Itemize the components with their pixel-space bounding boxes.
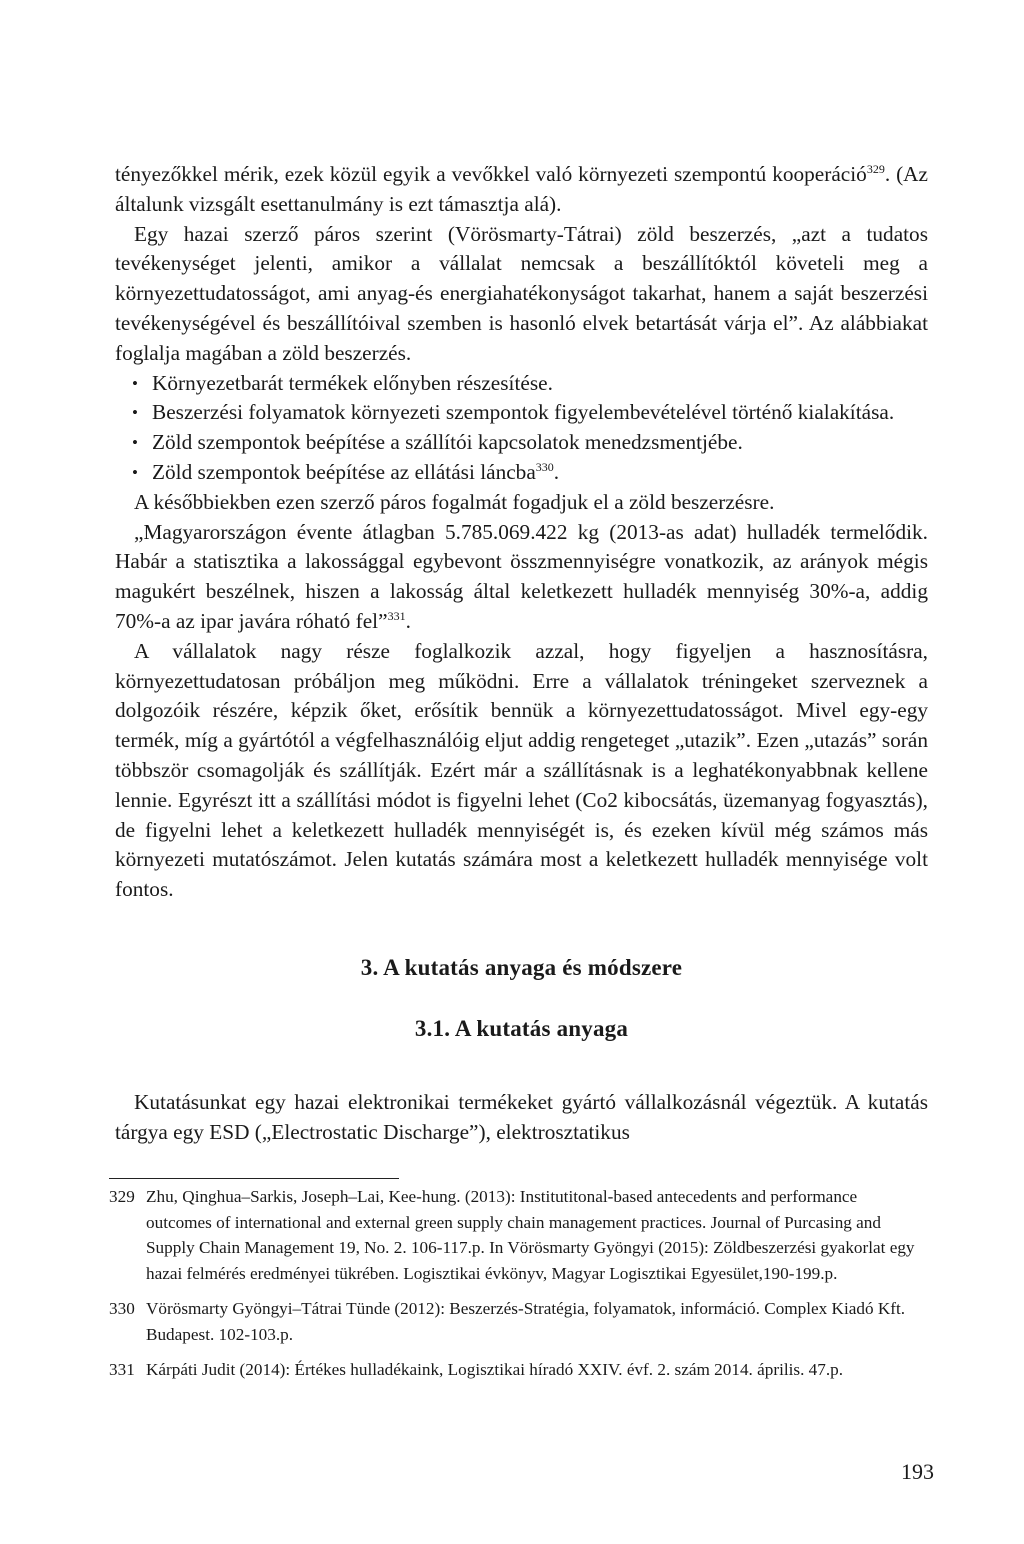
paragraph-4-end: . bbox=[405, 608, 411, 633]
paragraph-4 bbox=[115, 518, 928, 637]
list-item: • Zöld szempontok beépítése a szállítói kapcsolatok menedzsmentjébe. bbox=[115, 428, 928, 458]
paragraph-4-text: „Magyarországon évente átlagban 5.785.069.422 kg (2013-as adat) hulladék termelődik. Habár a statisztika a lakossággal egybevont összmennyiségre vonatkozik, az arányok mégis magukért beszélnek, hiszen a lakosság által keletkezett hulladék mennyiség 30%-a, addig 70%-a az ipar javára róható fel” bbox=[115, 519, 928, 633]
paragraph-1-text: tényezőkkel mérik, ezek közül egyik a vevőkkel való környezeti szempontú kooperáció bbox=[115, 162, 867, 186]
footnote-330 bbox=[109, 1296, 924, 1347]
paragraph-1-end: . (Az általunk vizsgált esettanulmány is ezt támasztja alá). bbox=[115, 162, 928, 216]
section-heading: 3. A kutatás anyaga és módszere bbox=[360, 954, 683, 980]
list-item: • Környezetbarát termékek előnyben részesítése. bbox=[115, 369, 928, 399]
footnote-number: 330 bbox=[109, 1299, 135, 1318]
footnotes bbox=[109, 1184, 924, 1393]
footnote-text: Vörösmarty Gyöngyi–Tátrai Tünde (2012): Beszerzés-Stratégia, folyamatok, információ. Complex Kiadó Kft. Budapest. 102-103.p. bbox=[146, 1299, 906, 1344]
footnote-ref-329[interactable]: 329 bbox=[866, 162, 885, 176]
footnote-331 bbox=[109, 1357, 924, 1383]
paragraph-6: Kutatásunkat egy hazai elektronikai termékeket gyártó vállalkozásnál végeztük. A kutatás tárgya egy ESD („Electrostatic Discharge”), elektrosztatikus bbox=[115, 1089, 928, 1144]
paragraph-3: A későbbiekben ezen szerző páros fogalmát fogadjuk el a zöld beszerzésre. bbox=[134, 489, 775, 514]
list-item-text: Zöld szempontok beépítése az ellátási láncba bbox=[152, 459, 536, 484]
green-procurement-list bbox=[115, 369, 928, 488]
subsection-heading: 3.1. A kutatás anyaga bbox=[414, 1015, 629, 1041]
footnote-ref-331[interactable]: 331 bbox=[387, 608, 406, 623]
paragraph-2: Egy hazai szerző páros szerint (Vörösmarty-Tátrai) zöld beszerzés, „azt a tudatos tevékenységet jelenti, amikor a vállalat nemcsak a beszállítóktól követeli meg a környezettudatosságot, ami anyag-és energiahatékonyságot takarhat, hanem a saját beszerzési tevékenységével és beszállítóival szemben is hasonló elvek betartását várja el”. Az alábbiakat foglalja magában a zöld beszerzés. bbox=[115, 221, 928, 365]
page-number: 193 bbox=[901, 1459, 934, 1484]
footnote-329 bbox=[109, 1184, 924, 1286]
list-item: • Beszerzési folyamatok környezeti szempontok figyelembevételével történő kialakítása. bbox=[115, 398, 928, 428]
body-text bbox=[115, 160, 928, 1148]
list-item bbox=[115, 458, 928, 488]
footnote-text: Zhu, Qinghua–Sarkis, Joseph–Lai, Kee-hung. (2013): Institutitonal-based antecedents and performance outcomes of international and external green supply chain management practices. Journal of Purcasing and Supply Chain Management 19, No. 2. 106-117.p. In Vörösmarty Gyöngyi (2015): Zöldbeszerzési gyakorlat egy hazai felmérés eredményei tükrében. Logisztikai évkönyv, Magyar Logisztikai Egyesület,190-199.p. bbox=[146, 1187, 915, 1283]
paragraph-1 bbox=[115, 160, 928, 220]
footnote-number: 331 bbox=[109, 1360, 135, 1379]
list-item-end: . bbox=[553, 459, 560, 484]
footnote-ref-330[interactable]: 330 bbox=[535, 459, 554, 474]
footnote-separator bbox=[109, 1178, 399, 1179]
paragraph-5: A vállalatok nagy része foglalkozik azzal, hogy figyeljen a hasznosításra, környezettudatosan próbáljon meg működni. Erre a vállalatok tréningeket szerveznek a dolgozóik részére, képzik őket, erősítik bennük a környezettudatosságot. Mivel egy-egy termék, míg a gyártótól a végfelhasználóig eljut addig rengeteget „utazik”. Ezen „utazás” során többször csomagolják és szállítják. Ezért már a szállításnak is a leghatékonyabbnak kellene lennie. Egyrészt itt a szállítási módot is figyelni lehet (Co2 kibocsátás, üzemanyag fogyasztás), de figyelni lehet a keletkezett hulladék mennyiségét is, és ezeken kívül még számos más környezeti mutatószámot. Jelen kutatás számára most a keletkezett hulladék mennyisége volt fontos. bbox=[115, 638, 928, 902]
footnote-text: Kárpáti Judit (2014): Értékes hulladékaink, Logisztikai híradó XXIV. évf. 2. szám 2014. április. 47.p. bbox=[146, 1360, 844, 1379]
footnote-number: 329 bbox=[109, 1187, 135, 1206]
